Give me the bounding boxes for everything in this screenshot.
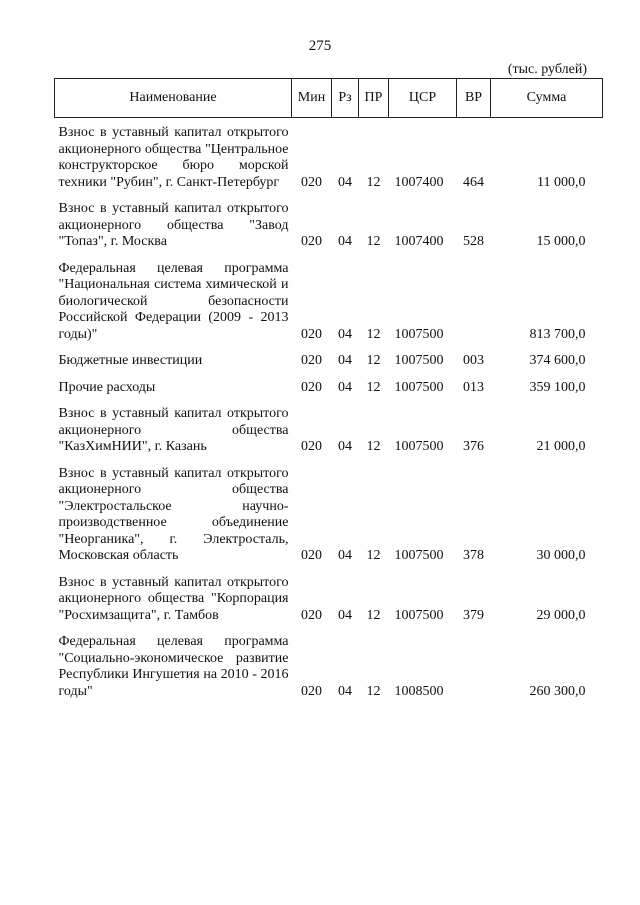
cell-name: Федеральная целевая программа "Социально-экономическое развитие Республики Ингушетия на 2010 - 2016 годы" bbox=[58, 634, 289, 699]
header-csr: ЦСР bbox=[389, 79, 457, 118]
cell-csr: 1007500 bbox=[394, 326, 444, 342]
cell-name: Бюджетные инвестиции bbox=[58, 353, 203, 368]
cell-min: 020 bbox=[301, 439, 322, 454]
page-number: 275 bbox=[308, 38, 332, 54]
cell-csr: 1007500 bbox=[394, 379, 444, 395]
cell-rz: 04 bbox=[338, 683, 352, 699]
cell-csr: 1007400 bbox=[394, 174, 444, 190]
cell-csr: 1007500 bbox=[394, 548, 444, 563]
cell-rz: 04 bbox=[338, 326, 352, 342]
cell-csr: 1007500 bbox=[394, 607, 444, 623]
cell-sum: 359 100,0 bbox=[529, 379, 586, 395]
table-row bbox=[55, 191, 603, 251]
cell-pr: 12 bbox=[366, 683, 381, 699]
cell-name: Взнос в уставный капитал открытого акционерного общества "Корпорация "Росхимзащита", г. Тамбов bbox=[58, 574, 289, 623]
cell-csr: 1007400 bbox=[394, 234, 444, 249]
cell-min: 020 bbox=[301, 234, 322, 249]
cell-pr: 12 bbox=[366, 607, 381, 623]
cell-min: 020 bbox=[301, 683, 322, 699]
cell-pr: 12 bbox=[366, 174, 381, 190]
cell-rz: 04 bbox=[338, 548, 352, 563]
cell-vr: 379 bbox=[463, 607, 484, 623]
table-row bbox=[55, 565, 603, 625]
header-name: Наименование bbox=[55, 79, 292, 118]
cell-vr: 378 bbox=[463, 548, 484, 563]
cell-sum: 29 000,0 bbox=[536, 607, 586, 623]
cell-vr: 376 bbox=[463, 439, 484, 454]
cell-vr bbox=[457, 251, 491, 344]
cell-pr: 12 bbox=[366, 353, 381, 368]
cell-name: Федеральная целевая программа "Национальная система химической и биологической безопасности Российской Федерации (2009 - 2013 годы)" bbox=[58, 260, 289, 342]
cell-name: Взнос в уставный капитал открытого акционерного общества "Завод "Топаз", г. Москва bbox=[58, 201, 289, 249]
cell-min: 020 bbox=[301, 174, 322, 190]
cell-csr: 1007500 bbox=[394, 353, 444, 368]
cell-vr: 464 bbox=[463, 174, 484, 190]
table-row bbox=[55, 251, 603, 344]
cell-sum: 374 600,0 bbox=[529, 353, 586, 368]
table-row bbox=[55, 118, 603, 192]
budget-table bbox=[54, 78, 603, 700]
cell-sum: 30 000,0 bbox=[536, 548, 586, 563]
cell-min: 020 bbox=[301, 607, 322, 623]
cell-name: Прочие расходы bbox=[58, 379, 156, 395]
header-pr: ПР bbox=[359, 79, 389, 118]
cell-pr: 12 bbox=[366, 379, 381, 395]
cell-vr bbox=[457, 624, 491, 700]
cell-name: Взнос в уставный капитал открытого акционерного общества "КазХимНИИ", г. Казань bbox=[58, 406, 289, 454]
table-header-row bbox=[55, 79, 603, 118]
table-row bbox=[55, 370, 603, 397]
header-sum: Сумма bbox=[491, 79, 603, 118]
cell-rz: 04 bbox=[338, 234, 352, 249]
cell-vr: 003 bbox=[463, 353, 484, 368]
table-row bbox=[55, 396, 603, 456]
cell-csr: 1007500 bbox=[394, 439, 444, 454]
cell-sum: 11 000,0 bbox=[537, 174, 586, 190]
units-label: (тыс. рублей) bbox=[507, 62, 587, 77]
cell-vr: 013 bbox=[463, 379, 484, 395]
cell-min: 020 bbox=[301, 353, 322, 368]
cell-min: 020 bbox=[301, 326, 322, 342]
cell-csr: 1008500 bbox=[394, 683, 444, 699]
cell-rz: 04 bbox=[338, 607, 352, 623]
cell-pr: 12 bbox=[366, 548, 381, 563]
cell-min: 020 bbox=[301, 379, 322, 395]
cell-pr: 12 bbox=[366, 326, 381, 342]
cell-rz: 04 bbox=[338, 439, 352, 454]
table-row bbox=[55, 343, 603, 370]
cell-name: Взнос в уставный капитал открытого акционерного общества "Центральное конструкторское бюро морской техники "Рубин", г. Санкт-Петербург bbox=[58, 125, 289, 190]
header-vr: ВР bbox=[457, 79, 491, 118]
cell-min: 020 bbox=[301, 548, 322, 563]
cell-name: Взнос в уставный капитал открытого акционерного общества "Электростальское научно-производственное объединение "Неорганика", г. Электросталь, Московская область bbox=[58, 465, 289, 563]
cell-pr: 12 bbox=[366, 439, 381, 454]
header-min: Мин bbox=[292, 79, 332, 118]
cell-sum: 813 700,0 bbox=[529, 326, 586, 342]
cell-rz: 04 bbox=[338, 353, 352, 368]
cell-pr: 12 bbox=[366, 234, 381, 249]
table-row bbox=[55, 624, 603, 700]
table-row bbox=[55, 456, 603, 565]
cell-sum: 260 300,0 bbox=[529, 683, 586, 699]
cell-vr: 528 bbox=[463, 234, 484, 249]
cell-sum: 15 000,0 bbox=[536, 234, 586, 249]
cell-sum: 21 000,0 bbox=[536, 439, 586, 454]
header-rz: Рз bbox=[332, 79, 359, 118]
cell-rz: 04 bbox=[338, 174, 352, 190]
cell-rz: 04 bbox=[338, 379, 352, 395]
